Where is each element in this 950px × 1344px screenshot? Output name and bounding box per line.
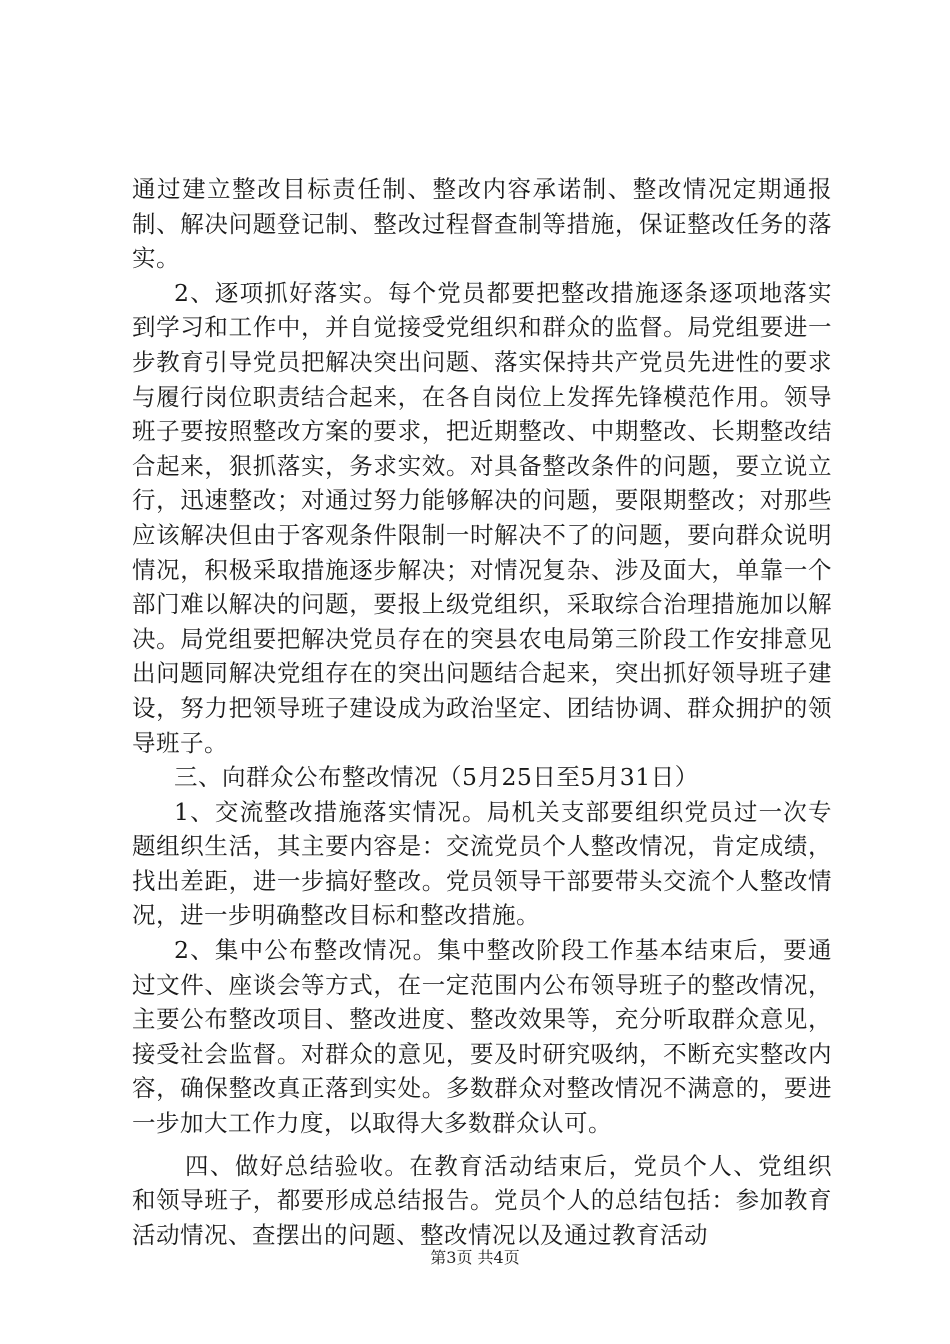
- paragraph-item-2-publish: 2、集中公布整改情况。集中整改阶段工作基本结束后，要通过文件、座谈会等方式，在一定范围内公布领导班子的整改情况，主要公布整改项目、整改进度、整改效果等，充分听取群众意见，接受社会监督。对群众的意见，要及时研究吸纳，不断充实整改内容，确保整改真正落到实处。多数群众对整改情况不满意的，要进一步加大工作力度，以取得大多数群众认可。: [132, 936, 832, 1138]
- section-heading-3: 三、向群众公布整改情况（5月25日至5月31日）: [174, 763, 699, 792]
- page-footer: 第3页 共4页: [430, 1248, 520, 1267]
- paragraph-continuation: 通过建立整改目标责任制、整改内容承诺制、整改情况定期通报制、解决问题登记制、整改过程督查制等措施，保证整改任务的落实。: [132, 175, 832, 273]
- section-heading-4-summary: 四、做好总结验收。在教育活动结束后，党员个人、党组织和领导班子，都要形成总结报告。党员个人的总结包括：参加教育活动情况、查摆出的问题、整改情况以及通过教育活动: [132, 1151, 832, 1249]
- document-body: [132, 172, 832, 1252]
- paragraph-item-2-implementation: 2、逐项抓好落实。每个党员都要把整改措施逐条逐项地落实到学习和工作中，并自觉接受党组织和群众的监督。局党组要进一步教育引导党员把解决突出问题、落实保持共产党员先进性的要求与履行岗位职责结合起来，在各自岗位上发挥先锋模范作用。领导班子要按照整改方案的要求，把近期整改、中期整改、长期整改结合起来，狠抓落实，务求实效。对具备整改条件的问题，要立说立行，迅速整改；对通过努力能够解决的问题，要限期整改；对那些应该解决但由于客观条件限制一时解决不了的问题，要向群众说明情况，积极采取措施逐步解决；对情况复杂、涉及面大，单靠一个部门难以解决的问题，要报上级党组织，采取综合治理措施加以解决。局党组要把解决党员存在的突县农电局第三阶段工作安排意见出问题同解决党组存在的突出问题结合起来，突出抓好领导班子建设，努力把领导班子建设成为政治坚定、团结协调、群众拥护的领导班子。: [132, 278, 832, 757]
- paragraph-item-1-exchange: 1、交流整改措施落实情况。局机关支部要组织党员过一次专题组织生活，其主要内容是：交流党员个人整改情况，肯定成绩，找出差距，进一步搞好整改。党员领导干部要带头交流个人整改情况，进一步明确整改目标和整改措施。: [132, 797, 832, 930]
